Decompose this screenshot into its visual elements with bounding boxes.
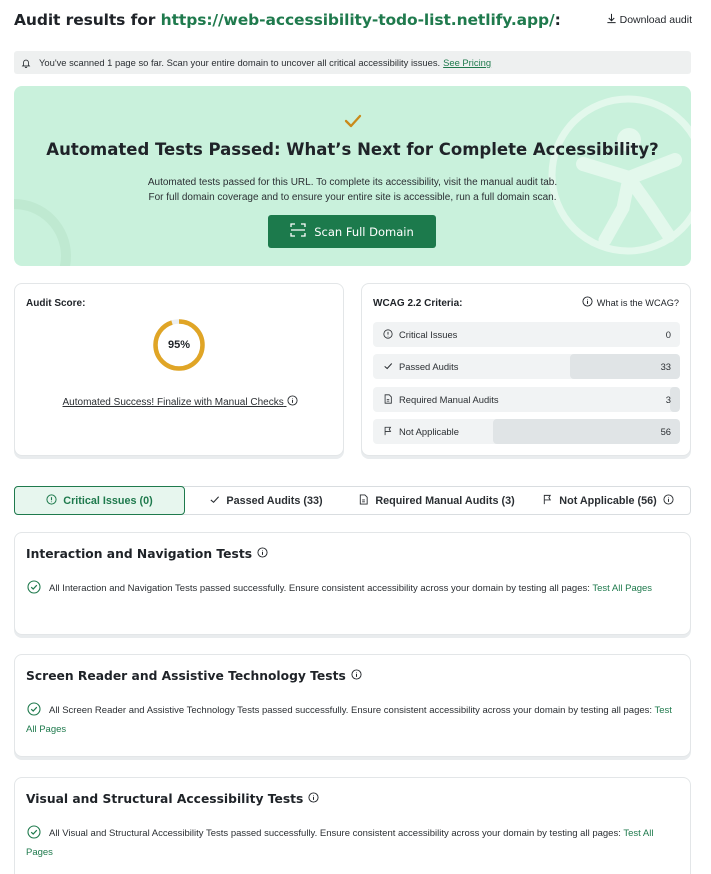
section-message: All Visual and Structural Accessibility Tests passed successfully. Ensure consistent accessibility across your domain by testing all pages: Test All Pages [26, 825, 676, 860]
document-icon [383, 394, 393, 404]
section-screen-reader-tests [14, 654, 691, 757]
info-circle-icon [46, 494, 57, 508]
section-message: All Screen Reader and Assistive Technology Tests passed successfully. Ensure consistent accessibility across your domain by testing all pages: Test All Pages [26, 702, 676, 737]
page-header [14, 9, 692, 31]
info-icon[interactable] [663, 494, 674, 508]
criteria-row-critical-issues[interactable]: Critical Issues 0 [373, 322, 680, 347]
info-icon[interactable] [308, 792, 319, 806]
flag-icon [383, 426, 393, 436]
test-all-pages-link[interactable]: Test All Pages [26, 705, 672, 735]
tab-passed-audits[interactable]: Passed Audits (33) [195, 486, 337, 515]
check-circle-icon [27, 702, 41, 722]
tab-not-applicable[interactable]: Not Applicable (56) [533, 486, 683, 515]
check-circle-icon [27, 580, 41, 600]
document-icon [358, 494, 369, 508]
decorative-circle [14, 196, 74, 266]
scan-notice-bar [14, 51, 691, 74]
check-icon [383, 361, 393, 371]
check-circle-icon [27, 825, 41, 845]
finalize-manual-checks-link[interactable]: Automated Success! Finalize with Manual Checks [55, 395, 305, 410]
scan-full-domain-button[interactable]: Scan Full Domain [268, 215, 436, 248]
section-interaction-navigation-tests [14, 532, 691, 635]
section-title: Interaction and Navigation Tests [26, 547, 268, 561]
criteria-row-not-applicable[interactable]: Not Applicable 56 [373, 419, 680, 444]
test-all-pages-link[interactable]: Test All Pages [26, 828, 654, 858]
check-icon [209, 494, 220, 508]
results-tabs [14, 486, 691, 515]
criteria-bar [493, 419, 680, 444]
tab-critical-issues[interactable]: Critical Issues (0) [14, 486, 185, 515]
info-icon[interactable] [257, 547, 268, 561]
what-is-wcag-link[interactable]: What is the WCAG? [582, 296, 679, 309]
info-icon[interactable] [351, 669, 362, 683]
audit-score-card [14, 283, 344, 456]
page-title: Audit results for https://web-accessibility-todo-list.netlify.app/: [14, 11, 561, 29]
info-circle-icon [383, 329, 393, 339]
section-title: Visual and Structural Accessibility Tests [26, 792, 319, 806]
wcag-criteria-label: WCAG 2.2 Criteria: [373, 298, 463, 309]
test-all-pages-link[interactable]: Test All Pages [592, 583, 653, 594]
scan-icon [290, 223, 306, 240]
results-hero-banner [14, 86, 691, 266]
criteria-row-required-manual-audits[interactable]: Required Manual Audits 3 [373, 387, 680, 412]
bell-icon [21, 58, 31, 68]
section-title: Screen Reader and Assistive Technology Tests [26, 669, 362, 683]
success-check-icon [14, 113, 691, 129]
tab-required-manual-audits[interactable]: Required Manual Audits (3) [345, 486, 528, 515]
info-icon [582, 296, 593, 309]
section-visual-structural-tests [14, 777, 691, 874]
download-audit-button[interactable]: Download audit [606, 13, 692, 27]
score-value: 95% [167, 339, 191, 351]
info-icon[interactable] [287, 395, 298, 406]
wcag-criteria-card [361, 283, 691, 456]
audited-url[interactable]: https://web-accessibility-todo-list.netlify.app/ [160, 11, 555, 29]
criteria-row-passed-audits[interactable]: Passed Audits 33 [373, 354, 680, 379]
section-message: All Interaction and Navigation Tests passed successfully. Ensure consistent accessibility across your domain by testing all pages: Test All Pages [26, 580, 676, 600]
download-icon [606, 13, 617, 27]
see-pricing-link[interactable]: See Pricing [443, 57, 492, 68]
audit-score-label: Audit Score: [26, 298, 86, 309]
hero-description: Automated tests passed for this URL. To complete its accessibility, visit the manual audit tab. For full domain coverage and to ensure your entire site is accessible, run a full domain scan. [147, 177, 558, 203]
notice-text: You've scanned 1 page so far. Scan your entire domain to uncover all critical accessibility issues. [39, 57, 441, 68]
criteria-bar [670, 387, 680, 412]
hero-title: Automated Tests Passed: What’s Next for Complete Accessibility? [46, 140, 659, 159]
flag-icon [542, 494, 553, 508]
